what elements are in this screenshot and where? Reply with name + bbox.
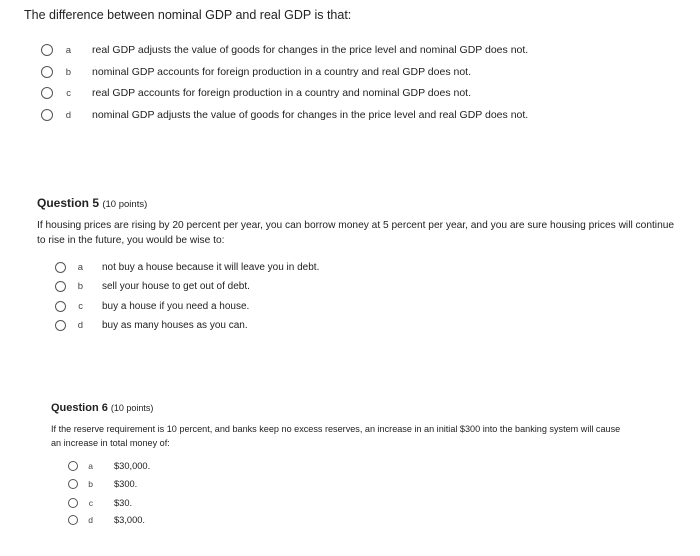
option-letter: c — [66, 87, 71, 99]
radio-button-icon[interactable] — [55, 281, 66, 292]
question-6-option-a[interactable] — [68, 461, 150, 471]
option-letter: c — [88, 498, 93, 508]
question-4-option-d[interactable] — [41, 109, 528, 121]
option-letter: d — [88, 515, 93, 525]
question-5-points: (10 points) — [102, 199, 148, 210]
option-text: real GDP adjusts the value of goods for changes in the price level and nominal GDP does not. — [92, 44, 529, 56]
question-5-prompt — [37, 219, 674, 248]
question-6-option-d[interactable] — [68, 515, 145, 525]
option-text: not buy a house because it will leave you in debt. — [102, 262, 320, 273]
radio-button-icon[interactable] — [68, 498, 78, 508]
option-text: real GDP accounts for foreign production in a country and nominal GDP does not. — [92, 87, 471, 99]
question-6-points: (10 points) — [110, 403, 154, 413]
radio-button-icon[interactable] — [41, 87, 53, 99]
question-5-option-c[interactable] — [55, 301, 249, 312]
question-5-heading — [37, 196, 147, 210]
question-4-option-b[interactable] — [41, 66, 471, 78]
option-text: sell your house to get out of debt. — [102, 281, 250, 292]
radio-button-icon[interactable] — [41, 44, 53, 56]
radio-button-icon[interactable] — [68, 515, 78, 525]
question-6-prompt-line-2: an increase in total money of: — [51, 437, 170, 448]
option-letter: a — [65, 44, 71, 56]
option-letter: b — [88, 479, 93, 489]
question-4-option-c[interactable] — [41, 87, 471, 99]
option-text: nominal GDP adjusts the value of goods for changes in the price level and real GDP does not. — [92, 109, 529, 121]
question-5-prompt-line-2: to rise in the future, you would be wise to: — [37, 234, 225, 246]
question-6-heading — [51, 402, 153, 414]
option-text: buy a house if you need a house. — [102, 301, 250, 312]
option-text: buy as many houses as you can. — [102, 320, 248, 331]
option-letter: d — [77, 320, 83, 331]
question-4-prompt: The difference between nominal GDP and real GDP is that: — [24, 8, 352, 22]
radio-button-icon[interactable] — [41, 66, 53, 78]
question-5-prompt-line-1: If housing prices are rising by 20 percent per year, you can borrow money at 5 percent per year, and you are sure housing prices will continue — [37, 220, 675, 231]
option-text: nominal GDP accounts for foreign production in a country and real GDP does not. — [92, 66, 471, 78]
option-text: $30. — [114, 498, 133, 508]
question-5-option-a[interactable] — [55, 262, 319, 273]
option-text: $3,000. — [114, 515, 146, 525]
question-6-option-c[interactable] — [68, 498, 132, 508]
option-letter: b — [77, 281, 83, 292]
question-5-option-d[interactable] — [55, 320, 248, 331]
radio-button-icon[interactable] — [68, 461, 78, 471]
option-letter: a — [88, 461, 93, 471]
option-text: $30,000. — [114, 461, 151, 471]
question-5-title: Question 5 — [37, 196, 100, 210]
option-letter: a — [77, 262, 83, 273]
question-6-option-b[interactable] — [68, 479, 137, 489]
radio-button-icon[interactable] — [55, 262, 66, 273]
option-letter: b — [65, 66, 71, 78]
option-text: $300. — [114, 479, 138, 489]
question-4-option-a[interactable] — [41, 44, 528, 56]
radio-button-icon[interactable] — [68, 479, 78, 489]
radio-button-icon[interactable] — [55, 301, 66, 312]
question-6-title: Question 6 — [51, 402, 108, 414]
question-6-prompt — [51, 423, 620, 450]
question-6-prompt-line-1: If the reserve requirement is 10 percent, and banks keep no excess reserves, an increase in an initial $300 into the banking system will cause — [51, 424, 621, 434]
option-letter: c — [78, 301, 83, 312]
radio-button-icon[interactable] — [41, 109, 53, 121]
option-letter: d — [65, 109, 71, 121]
radio-button-icon[interactable] — [55, 320, 66, 331]
question-5-option-b[interactable] — [55, 281, 250, 292]
